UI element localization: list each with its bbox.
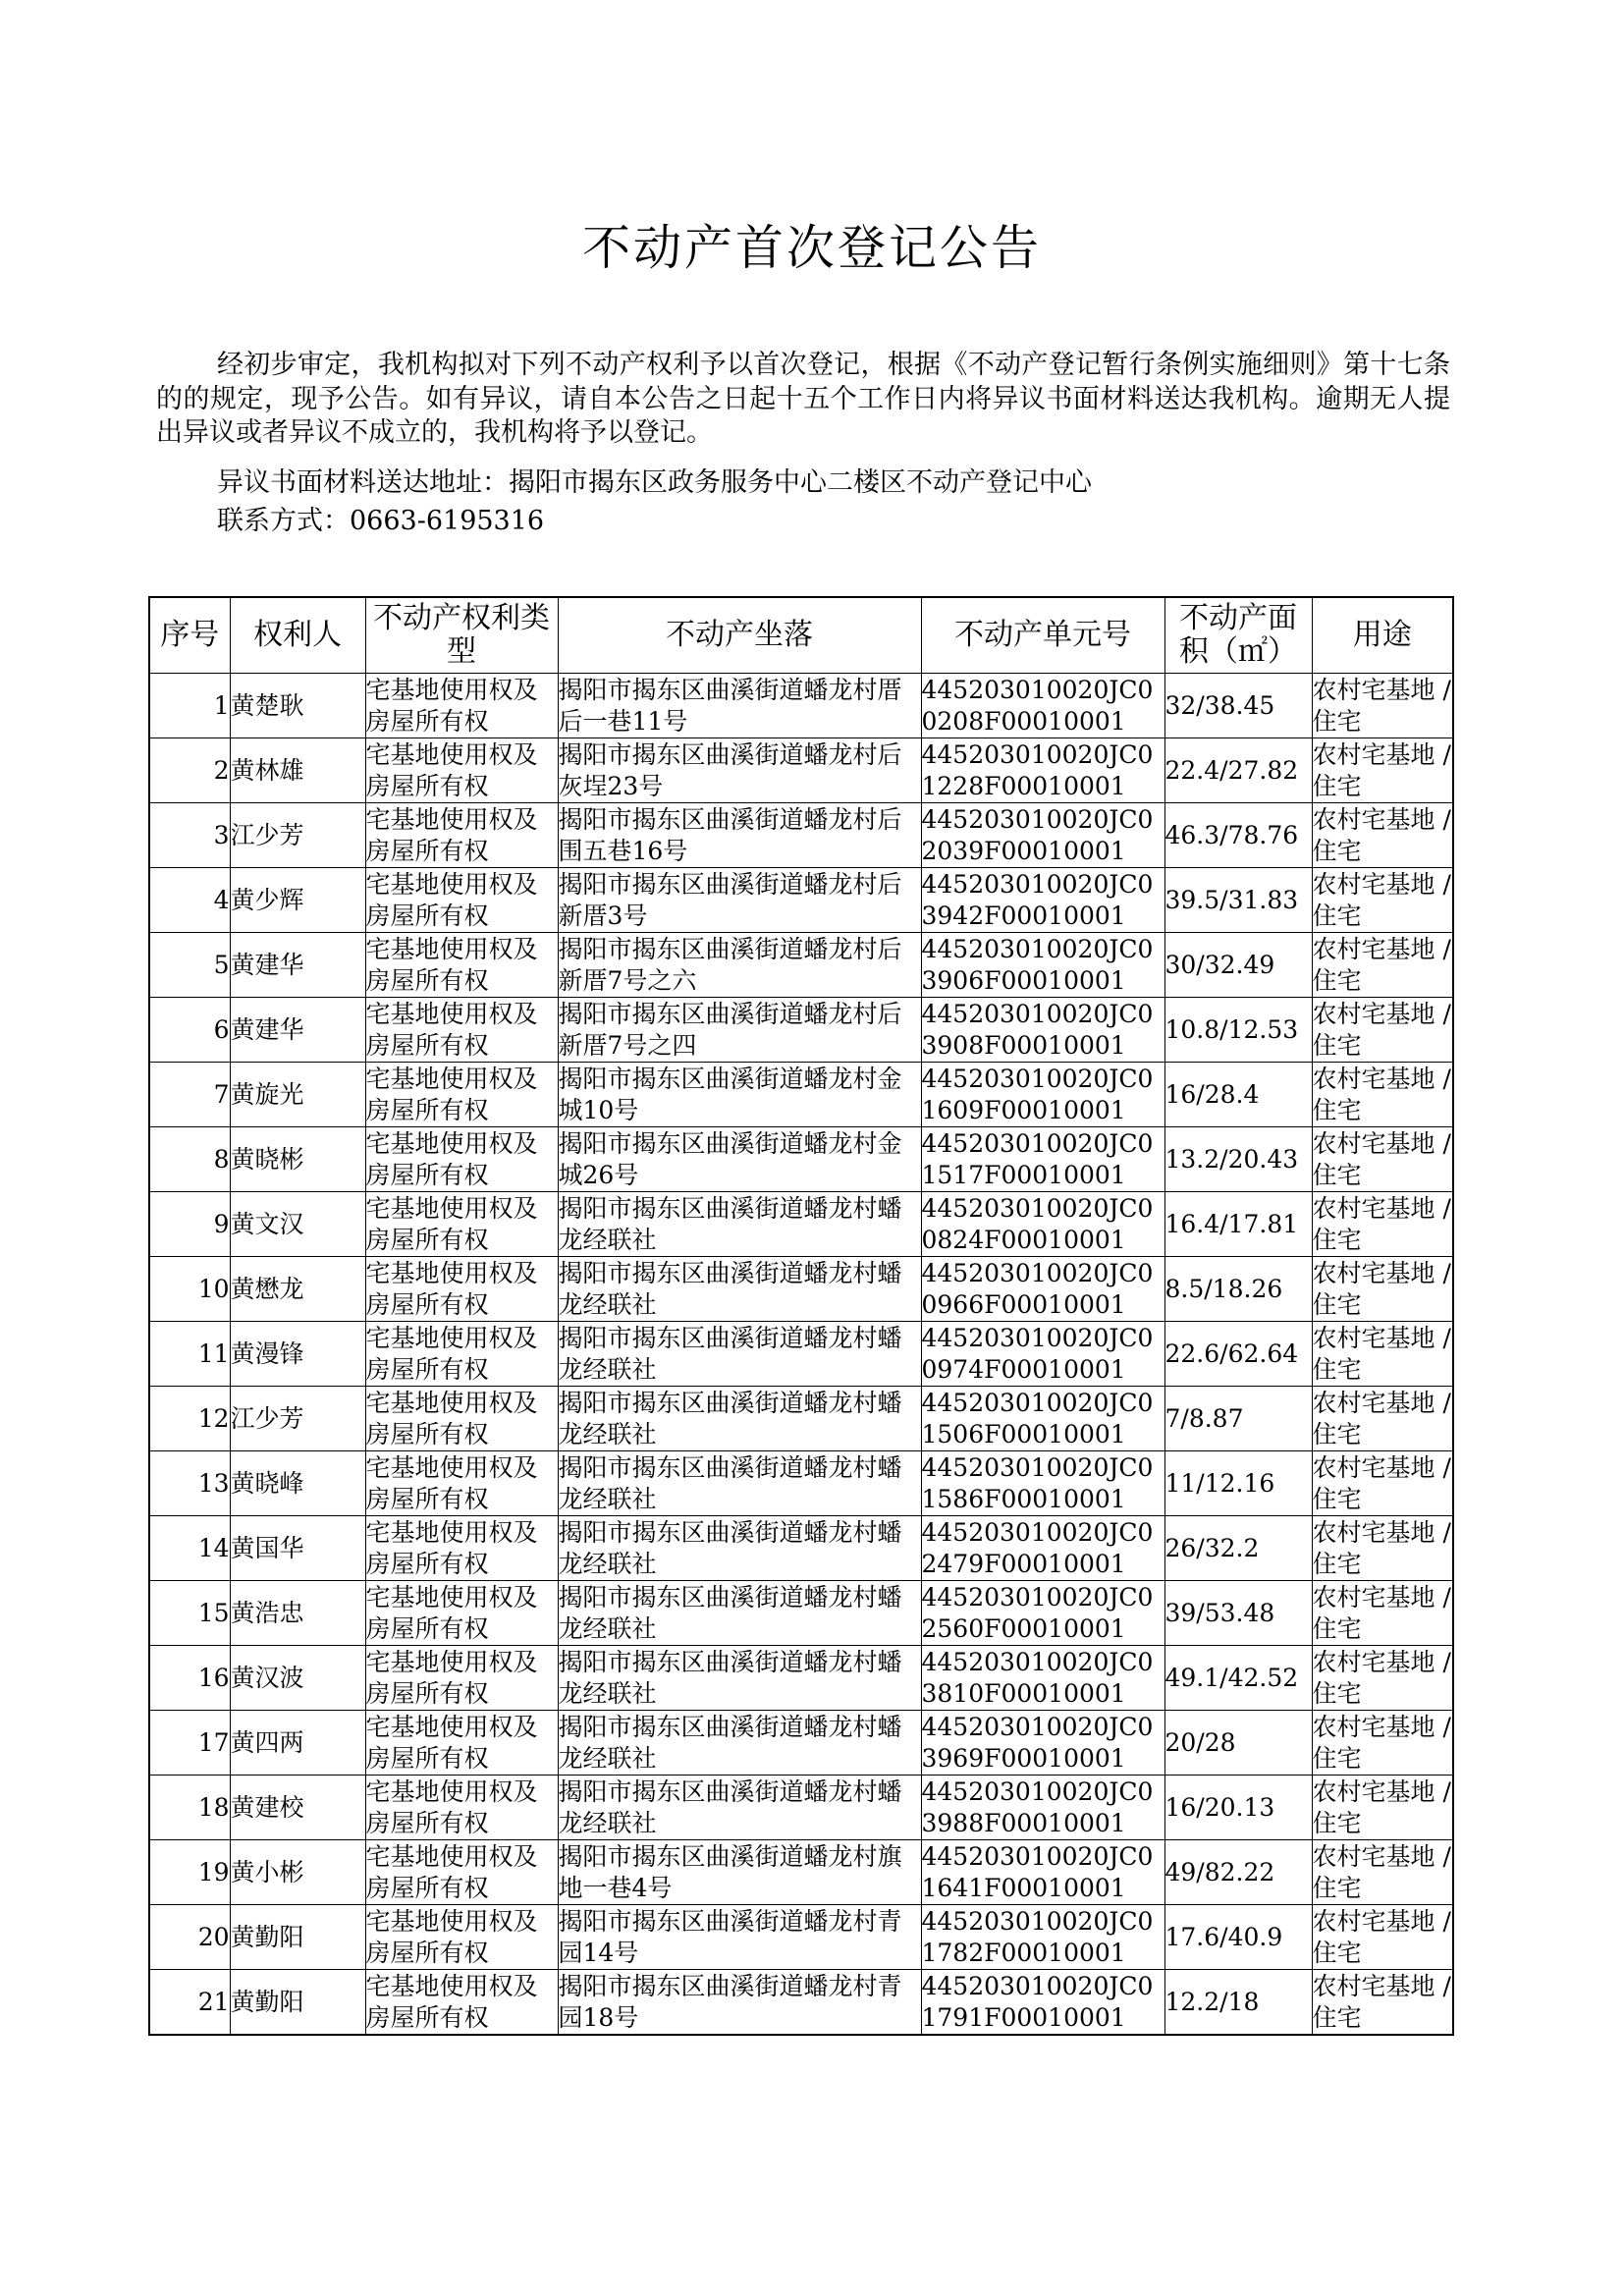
cell-area: 39.5/31.83 (1164, 868, 1312, 933)
cell-location: 揭阳市揭东区曲溪街道蟠龙村蟠龙经联社 (558, 1711, 921, 1776)
cell-use: 农村宅基地 / 住宅 (1312, 1776, 1453, 1840)
table-row (149, 933, 1453, 998)
cell-location: 揭阳市揭东区曲溪街道蟠龙村后灰埕23号 (558, 738, 921, 803)
table-row (149, 738, 1453, 803)
cell-right-type: 宅基地使用权及房屋所有权 (365, 1646, 558, 1711)
cell-use: 农村宅基地 / 住宅 (1312, 1127, 1453, 1192)
cell-location: 揭阳市揭东区曲溪街道蟠龙村蟠龙经联社 (558, 1646, 921, 1711)
cell-unit-number: 445203010020JC00208F00010001 (921, 674, 1164, 738)
table-row (149, 1776, 1453, 1840)
cell-area: 49.1/42.52 (1164, 1646, 1312, 1711)
objection-address: 异议书面材料送达地址：揭阳市揭东区政务服务中心二楼区不动产登记中心 (217, 467, 1092, 498)
cell-location: 揭阳市揭东区曲溪街道蟠龙村蟠龙经联社 (558, 1192, 921, 1257)
cell-no: 20 (149, 1905, 230, 1970)
cell-use: 农村宅基地 / 住宅 (1312, 1646, 1453, 1711)
cell-owner: 黄浩忠 (230, 1581, 365, 1646)
header-area: 不动产面积（㎡） (1164, 597, 1312, 674)
cell-location: 揭阳市揭东区曲溪街道蟠龙村青园14号 (558, 1905, 921, 1970)
cell-area: 20/28 (1164, 1711, 1312, 1776)
cell-use: 农村宅基地 / 住宅 (1312, 1840, 1453, 1905)
table-row (149, 1711, 1453, 1776)
cell-owner: 黄建校 (230, 1776, 365, 1840)
cell-unit-number: 445203010020JC03969F00010001 (921, 1711, 1164, 1776)
cell-area: 39/53.48 (1164, 1581, 1312, 1646)
cell-right-type: 宅基地使用权及房屋所有权 (365, 674, 558, 738)
cell-unit-number: 445203010020JC01782F00010001 (921, 1905, 1164, 1970)
table-header-row (149, 597, 1453, 674)
cell-no: 3 (149, 803, 230, 868)
cell-no: 4 (149, 868, 230, 933)
cell-no: 19 (149, 1840, 230, 1905)
cell-right-type: 宅基地使用权及房屋所有权 (365, 1840, 558, 1905)
cell-area: 22.6/62.64 (1164, 1322, 1312, 1387)
cell-area: 17.6/40.9 (1164, 1905, 1312, 1970)
header-location: 不动产坐落 (558, 597, 921, 674)
cell-owner: 黄少辉 (230, 868, 365, 933)
cell-no: 16 (149, 1646, 230, 1711)
cell-unit-number: 445203010020JC00824F00010001 (921, 1192, 1164, 1257)
cell-unit-number: 445203010020JC03906F00010001 (921, 933, 1164, 998)
cell-location: 揭阳市揭东区曲溪街道蟠龙村蟠龙经联社 (558, 1387, 921, 1451)
cell-owner: 黄文汉 (230, 1192, 365, 1257)
cell-right-type: 宅基地使用权及房屋所有权 (365, 1711, 558, 1776)
cell-use: 农村宅基地 / 住宅 (1312, 738, 1453, 803)
cell-unit-number: 445203010020JC03942F00010001 (921, 868, 1164, 933)
cell-unit-number: 445203010020JC00974F00010001 (921, 1322, 1164, 1387)
cell-unit-number: 445203010020JC03988F00010001 (921, 1776, 1164, 1840)
cell-unit-number: 445203010020JC01641F00010001 (921, 1840, 1164, 1905)
header-right-type: 不动产权利类型 (365, 597, 558, 674)
cell-owner: 黄汉波 (230, 1646, 365, 1711)
cell-use: 农村宅基地 / 住宅 (1312, 933, 1453, 998)
cell-owner: 黄晓彬 (230, 1127, 365, 1192)
cell-owner: 黄漫锋 (230, 1322, 365, 1387)
table-row (149, 1387, 1453, 1451)
cell-no: 14 (149, 1516, 230, 1581)
cell-area: 13.2/20.43 (1164, 1127, 1312, 1192)
table-row (149, 674, 1453, 738)
cell-no: 9 (149, 1192, 230, 1257)
cell-right-type: 宅基地使用权及房屋所有权 (365, 933, 558, 998)
cell-location: 揭阳市揭东区曲溪街道蟠龙村后新厝3号 (558, 868, 921, 933)
cell-owner: 黄勤阳 (230, 1905, 365, 1970)
intro-paragraph: 经初步审定，我机构拟对下列不动产权利予以首次登记，根据《不动产登记暂行条例实施细则》第十七条的的规定，现予公告。如有异议，请自本公告之日起十五个工作日内将异议书面材料送达我机构。逾期无人提出异议或者异议不成立的，我机构将予以登记。 (156, 350, 1450, 448)
cell-area: 30/32.49 (1164, 933, 1312, 998)
table-row (149, 1581, 1453, 1646)
cell-use: 农村宅基地 / 住宅 (1312, 1192, 1453, 1257)
table-row (149, 1451, 1453, 1516)
cell-owner: 黄晓峰 (230, 1451, 365, 1516)
cell-area: 16/20.13 (1164, 1776, 1312, 1840)
cell-use: 农村宅基地 / 住宅 (1312, 1387, 1453, 1451)
cell-no: 10 (149, 1257, 230, 1322)
cell-unit-number: 445203010020JC01791F00010001 (921, 1970, 1164, 2036)
table-row (149, 1192, 1453, 1257)
cell-location: 揭阳市揭东区曲溪街道蟠龙村蟠龙经联社 (558, 1581, 921, 1646)
cell-area: 16/28.4 (1164, 1063, 1312, 1127)
cell-no: 5 (149, 933, 230, 998)
cell-no: 7 (149, 1063, 230, 1127)
cell-area: 11/12.16 (1164, 1451, 1312, 1516)
cell-area: 46.3/78.76 (1164, 803, 1312, 868)
cell-location: 揭阳市揭东区曲溪街道蟠龙村后新厝7号之四 (558, 998, 921, 1063)
table-row (149, 1257, 1453, 1322)
cell-right-type: 宅基地使用权及房屋所有权 (365, 1192, 558, 1257)
table-row (149, 1840, 1453, 1905)
cell-owner: 黄国华 (230, 1516, 365, 1581)
cell-location: 揭阳市揭东区曲溪街道蟠龙村蟠龙经联社 (558, 1451, 921, 1516)
table-row (149, 1905, 1453, 1970)
cell-location: 揭阳市揭东区曲溪街道蟠龙村蟠龙经联社 (558, 1257, 921, 1322)
cell-location: 揭阳市揭东区曲溪街道蟠龙村蟠龙经联社 (558, 1516, 921, 1581)
cell-right-type: 宅基地使用权及房屋所有权 (365, 1970, 558, 2036)
cell-right-type: 宅基地使用权及房屋所有权 (365, 1322, 558, 1387)
cell-location: 揭阳市揭东区曲溪街道蟠龙村后围五巷16号 (558, 803, 921, 868)
table-row (149, 1322, 1453, 1387)
table-row (149, 1516, 1453, 1581)
cell-right-type: 宅基地使用权及房屋所有权 (365, 868, 558, 933)
cell-right-type: 宅基地使用权及房屋所有权 (365, 738, 558, 803)
cell-owner: 江少芳 (230, 1387, 365, 1451)
cell-location: 揭阳市揭东区曲溪街道蟠龙村金城10号 (558, 1063, 921, 1127)
cell-use: 农村宅基地 / 住宅 (1312, 1970, 1453, 2036)
table-row (149, 803, 1453, 868)
cell-no: 12 (149, 1387, 230, 1451)
cell-area: 12.2/18 (1164, 1970, 1312, 2036)
cell-unit-number: 445203010020JC03908F00010001 (921, 998, 1164, 1063)
cell-location: 揭阳市揭东区曲溪街道蟠龙村厝后一巷11号 (558, 674, 921, 738)
cell-use: 农村宅基地 / 住宅 (1312, 998, 1453, 1063)
cell-use: 农村宅基地 / 住宅 (1312, 1516, 1453, 1581)
cell-use: 农村宅基地 / 住宅 (1312, 1451, 1453, 1516)
cell-location: 揭阳市揭东区曲溪街道蟠龙村蟠龙经联社 (558, 1776, 921, 1840)
cell-right-type: 宅基地使用权及房屋所有权 (365, 1257, 558, 1322)
cell-owner: 黄旋光 (230, 1063, 365, 1127)
registry-table (148, 596, 1454, 2036)
cell-area: 7/8.87 (1164, 1387, 1312, 1451)
cell-owner: 黄懋龙 (230, 1257, 365, 1322)
cell-area: 16.4/17.81 (1164, 1192, 1312, 1257)
cell-area: 32/38.45 (1164, 674, 1312, 738)
cell-owner: 黄建华 (230, 998, 365, 1063)
header-owner: 权利人 (230, 597, 365, 674)
cell-unit-number: 445203010020JC01228F00010001 (921, 738, 1164, 803)
cell-area: 10.8/12.53 (1164, 998, 1312, 1063)
cell-unit-number: 445203010020JC00966F00010001 (921, 1257, 1164, 1322)
cell-area: 49/82.22 (1164, 1840, 1312, 1905)
cell-location: 揭阳市揭东区曲溪街道蟠龙村旗地一巷4号 (558, 1840, 921, 1905)
table-row (149, 1127, 1453, 1192)
cell-right-type: 宅基地使用权及房屋所有权 (365, 1387, 558, 1451)
cell-unit-number: 445203010020JC02560F00010001 (921, 1581, 1164, 1646)
header-unit-number: 不动产单元号 (921, 597, 1164, 674)
cell-no: 11 (149, 1322, 230, 1387)
cell-unit-number: 445203010020JC01517F00010001 (921, 1127, 1164, 1192)
cell-unit-number: 445203010020JC01506F00010001 (921, 1387, 1164, 1451)
cell-owner: 黄楚耿 (230, 674, 365, 738)
cell-no: 17 (149, 1711, 230, 1776)
cell-no: 8 (149, 1127, 230, 1192)
cell-right-type: 宅基地使用权及房屋所有权 (365, 803, 558, 868)
cell-owner: 江少芳 (230, 803, 365, 868)
cell-use: 农村宅基地 / 住宅 (1312, 1063, 1453, 1127)
cell-location: 揭阳市揭东区曲溪街道蟠龙村青园18号 (558, 1970, 921, 2036)
cell-no: 18 (149, 1776, 230, 1840)
cell-owner: 黄小彬 (230, 1840, 365, 1905)
cell-right-type: 宅基地使用权及房屋所有权 (365, 998, 558, 1063)
cell-no: 21 (149, 1970, 230, 2036)
cell-right-type: 宅基地使用权及房屋所有权 (365, 1127, 558, 1192)
header-no: 序号 (149, 597, 230, 674)
cell-use: 农村宅基地 / 住宅 (1312, 1322, 1453, 1387)
cell-right-type: 宅基地使用权及房屋所有权 (365, 1516, 558, 1581)
cell-owner: 黄林雄 (230, 738, 365, 803)
cell-owner: 黄勤阳 (230, 1970, 365, 2036)
cell-unit-number: 445203010020JC01586F00010001 (921, 1451, 1164, 1516)
contact-info: 联系方式：0663-6195316 (217, 506, 545, 536)
cell-right-type: 宅基地使用权及房屋所有权 (365, 1776, 558, 1840)
cell-no: 1 (149, 674, 230, 738)
cell-use: 农村宅基地 / 住宅 (1312, 1711, 1453, 1776)
table-row (149, 1063, 1453, 1127)
cell-owner: 黄四两 (230, 1711, 365, 1776)
cell-area: 8.5/18.26 (1164, 1257, 1312, 1322)
cell-right-type: 宅基地使用权及房屋所有权 (365, 1581, 558, 1646)
cell-no: 6 (149, 998, 230, 1063)
cell-location: 揭阳市揭东区曲溪街道蟠龙村后新厝7号之六 (558, 933, 921, 998)
cell-location: 揭阳市揭东区曲溪街道蟠龙村金城26号 (558, 1127, 921, 1192)
page-title: 不动产首次登记公告 (581, 220, 1042, 276)
table-row (149, 1970, 1453, 2036)
cell-no: 2 (149, 738, 230, 803)
cell-area: 26/32.2 (1164, 1516, 1312, 1581)
table-row (149, 998, 1453, 1063)
cell-right-type: 宅基地使用权及房屋所有权 (365, 1063, 558, 1127)
cell-right-type: 宅基地使用权及房屋所有权 (365, 1451, 558, 1516)
cell-unit-number: 445203010020JC01609F00010001 (921, 1063, 1164, 1127)
cell-use: 农村宅基地 / 住宅 (1312, 674, 1453, 738)
cell-use: 农村宅基地 / 住宅 (1312, 868, 1453, 933)
cell-area: 22.4/27.82 (1164, 738, 1312, 803)
cell-unit-number: 445203010020JC02039F00010001 (921, 803, 1164, 868)
cell-use: 农村宅基地 / 住宅 (1312, 1257, 1453, 1322)
cell-unit-number: 445203010020JC03810F00010001 (921, 1646, 1164, 1711)
header-use: 用途 (1312, 597, 1453, 674)
cell-use: 农村宅基地 / 住宅 (1312, 1581, 1453, 1646)
cell-unit-number: 445203010020JC02479F00010001 (921, 1516, 1164, 1581)
cell-location: 揭阳市揭东区曲溪街道蟠龙村蟠龙经联社 (558, 1322, 921, 1387)
table-row (149, 1646, 1453, 1711)
cell-no: 13 (149, 1451, 230, 1516)
cell-owner: 黄建华 (230, 933, 365, 998)
table-row (149, 868, 1453, 933)
cell-no: 15 (149, 1581, 230, 1646)
cell-right-type: 宅基地使用权及房屋所有权 (365, 1905, 558, 1970)
cell-use: 农村宅基地 / 住宅 (1312, 1905, 1453, 1970)
cell-use: 农村宅基地 / 住宅 (1312, 803, 1453, 868)
